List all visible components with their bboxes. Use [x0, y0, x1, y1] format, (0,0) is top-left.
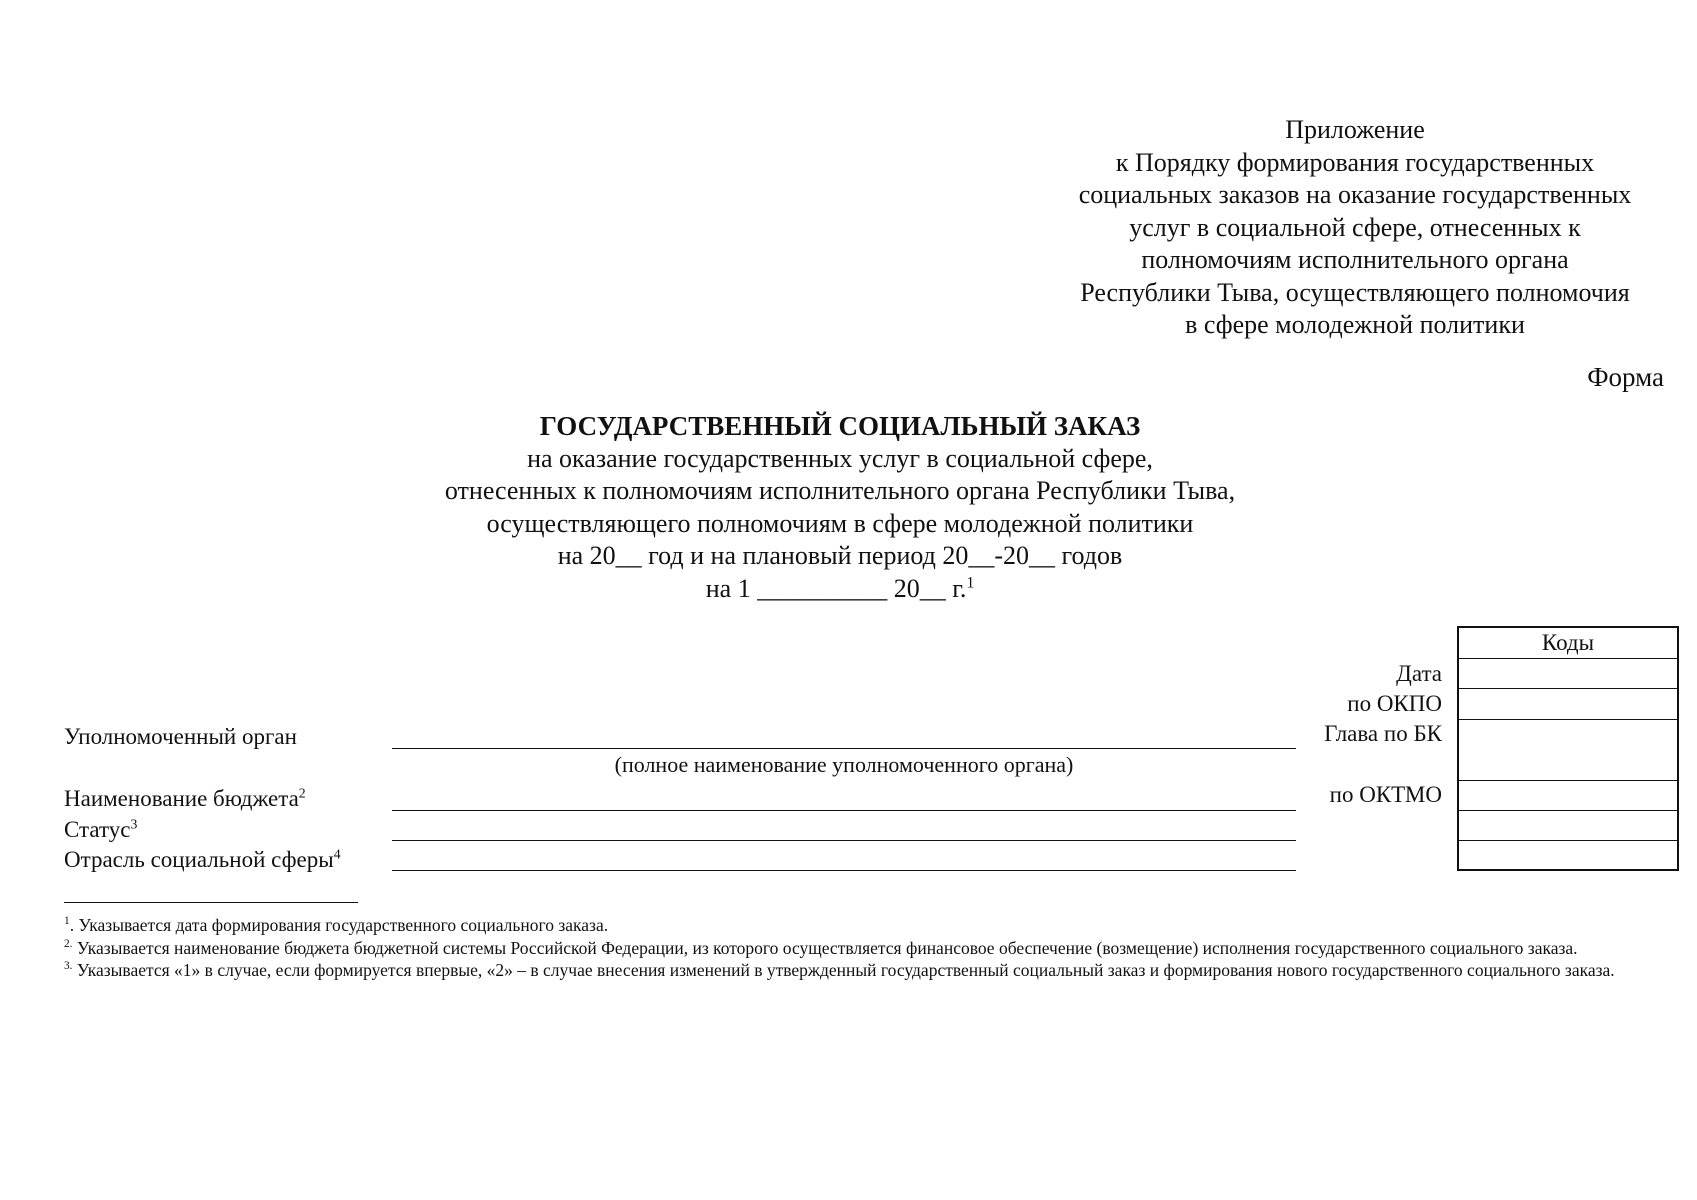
footnote-number: 3. [64, 960, 73, 973]
footnote-text: Указывается наименование бюджета бюджетной системы Российской Федерации, из которого осуществляется финансовое обеспечение (возмещение) исполнения государственного социального заказа. [72, 937, 1578, 958]
oktmo-code-cell[interactable] [1459, 780, 1677, 810]
sphere-label-text: Отрасль социальной сферы [64, 847, 334, 872]
footnote [64, 937, 1674, 960]
status-field-line[interactable] [392, 840, 1296, 841]
sphere-code-cell[interactable] [1459, 840, 1677, 869]
footnote-text: Указывается «1» в случае, если формируется впервые, «2» – в случае внесения изменений в утвержденный государственный социальный заказ и формирования нового государственного социального заказа. [72, 960, 1615, 980]
footnote-number: 2. [64, 937, 73, 950]
footnote-number: 1 [64, 915, 70, 928]
date-code-cell[interactable] [1459, 658, 1677, 688]
sphere-field-line[interactable] [392, 870, 1296, 871]
form-label: Форма [1587, 362, 1664, 392]
footnote-ref: 4 [333, 846, 341, 862]
codes-table [1457, 626, 1679, 871]
authority-field-line[interactable] [392, 748, 1296, 749]
okpo-code-cell[interactable] [1459, 688, 1677, 719]
appendix-line: Приложение [1285, 115, 1425, 144]
appendix-line: социальных заказов на оказание государственных [1078, 180, 1632, 209]
title-line: на оказание государственных услуг в социальной сфере, [527, 443, 1153, 473]
footnote-separator [64, 902, 358, 903]
title-date-line [380, 573, 1300, 606]
oktmo-code-label: по ОКТМО [1329, 782, 1442, 807]
sphere-label [64, 847, 341, 873]
budget-label-text: Наименование бюджета [64, 786, 299, 811]
glava-code-label: Глава по БК [1324, 721, 1442, 746]
footnote-text: . Указывается дата формирования государственного социального заказа. [69, 915, 609, 935]
budget-field-line[interactable] [392, 810, 1296, 811]
okpo-code-label: по ОКПО [1347, 691, 1442, 716]
budget-label [64, 786, 306, 812]
footnote [64, 959, 1674, 982]
title-line: на 20__ год и на плановый период 20__-20__ годов [557, 541, 1123, 570]
date-code-label: Дата [1396, 661, 1442, 686]
appendix-line: в сфере молодежной политики [1185, 310, 1525, 339]
appendix-line: услуг в социальной сфере, отнесенных к [1129, 212, 1581, 242]
authority-label: Уполномоченный орган [64, 724, 297, 749]
status-code-cell[interactable] [1459, 810, 1677, 840]
appendix-line: Республики Тыва, осуществляющего полномочия [1080, 277, 1630, 307]
title-main: ГОСУДАРСТВЕННЫЙ СОЦИАЛЬНЫЙ ЗАКАЗ [539, 411, 1141, 441]
authority-caption: (полное наименование уполномоченного органа) [614, 752, 1074, 777]
footnote [64, 914, 1674, 937]
title-date-text: на 1 __________ 20__ г. [705, 573, 967, 603]
appendix-line: полномочиям исполнительного органа [1141, 245, 1569, 274]
document-title [380, 410, 1300, 605]
status-label-text: Статус [64, 817, 131, 842]
appendix-heading [1040, 114, 1670, 342]
footnote-ref: 2 [298, 785, 306, 801]
glava-code-cell[interactable] [1459, 719, 1677, 780]
appendix-line: к Порядку формирования государственных [1115, 147, 1595, 177]
title-line: отнесенных к полномочиям исполнительного органа Республики Тыва, [444, 476, 1236, 505]
codes-header: Коды [1541, 630, 1595, 655]
footnote-ref: 3 [130, 816, 138, 832]
footnotes [64, 914, 1674, 982]
status-label [64, 817, 137, 843]
title-line: осуществляющего полномочиям в сфере молодежной политики [486, 508, 1194, 538]
footnote-ref: 1 [966, 573, 975, 591]
